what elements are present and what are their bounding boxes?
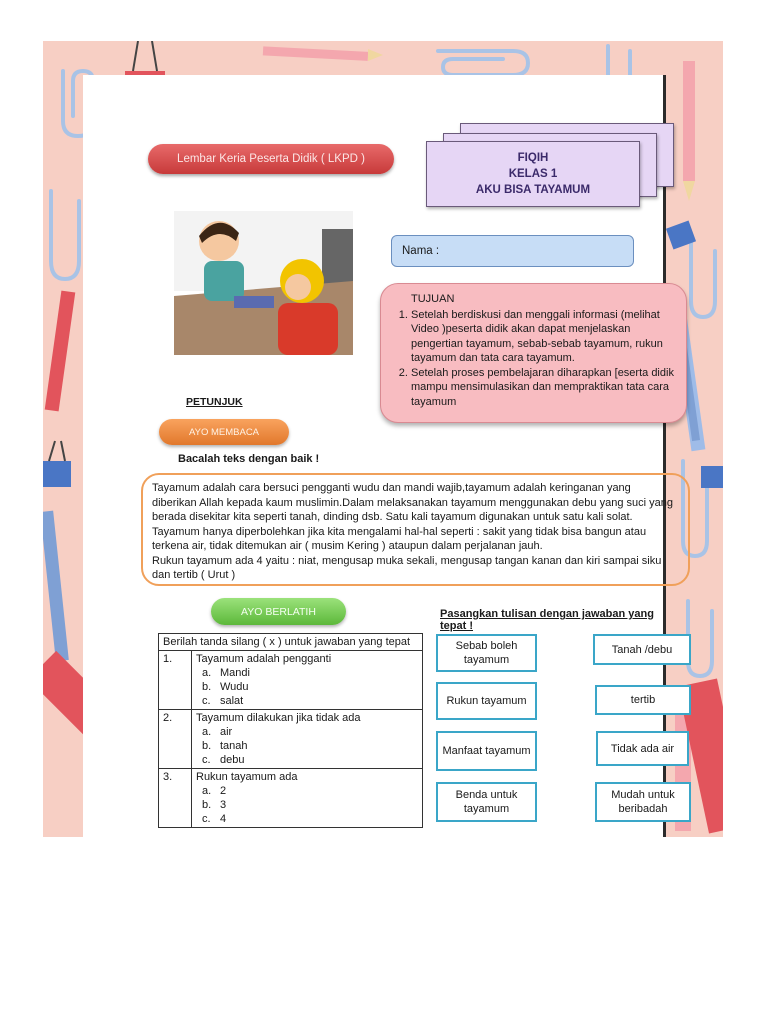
answer-option[interactable]: a. air <box>202 726 233 738</box>
binder-clip-icon <box>701 466 723 488</box>
reading-text-box <box>141 473 690 586</box>
answer-option[interactable]: a. 2 <box>202 785 227 797</box>
pencil-icon <box>683 61 695 201</box>
objective-item: 1. Setelah berdiskusi dan menggali informasi (melihat Video )peserta didik akan dapat menjelaskan pengertian tayamum, sebab-sebab tayamum, rukun tayamum dan tata cara tayamum. <box>411 308 676 366</box>
paperclip-icon <box>691 241 715 317</box>
answer-option[interactable]: a. Mandi <box>202 667 250 679</box>
reading-paragraph: Tayamum hanya diperbolehkan jika kita mengalami hal-hal seperti : sakit yang tidak bisa bangun atau terkena air, tidak ditemukan air ( musim Kering ) ataupun dalam perjalanan jauh. <box>152 525 647 552</box>
children-tayamum-illustration <box>174 211 353 355</box>
binder-clip-icon <box>43 441 71 487</box>
matching-title: Pasangkan tulisan dengan jawaban yang tepat ! <box>440 608 654 632</box>
pencil-icon <box>43 511 69 662</box>
read-prompt: Bacalah teks dengan baik ! <box>178 453 320 465</box>
answer-option[interactable]: b. tanah <box>202 740 248 752</box>
match-left-item[interactable]: Manfaat tayamum <box>436 731 537 771</box>
pencil-icon <box>45 291 76 412</box>
match-right-item[interactable]: Mudah untuk beribadah <box>595 782 691 822</box>
worksheet-paper <box>83 75 675 837</box>
paperclip-icon <box>688 601 712 676</box>
subject-title: FIQIH <box>517 152 549 164</box>
title-cards <box>423 115 673 240</box>
reading-paragraph: Rukun tayamum ada 4 yaitu : niat, mengusap muka sekali, mengusap tangan kanan dan kiri sampai siku dan tertib ( Urut ) <box>152 554 662 581</box>
name-label: Nama : <box>402 245 440 257</box>
question-text: Rukun tayamum ada <box>196 771 298 783</box>
reading-paragraph: Tayamum adalah cara bersuci pengganti wudu dan mandi wajib,tayamum adalah keringanan yang diberikan Allah kepada kaum muslimin.Dalam melaksanakan tayamum menggunakan debu yang suci yang berada disekitar kita seperti tanah, dinding dsb. Satu kali tayamum digunakan untuk satu kali solat. <box>152 482 673 523</box>
quiz-table <box>158 633 423 828</box>
worksheet-frame <box>43 41 723 837</box>
answer-option[interactable]: b. Wudu <box>202 681 249 693</box>
match-left-item[interactable]: Rukun tayamum <box>436 682 537 720</box>
pencil-icon <box>263 46 383 61</box>
quiz-question: 1. Tayamum adalah pengganti a. Mandi b. Wudu c. salat <box>159 651 423 710</box>
objectives-box <box>380 283 687 423</box>
ayo-membaca-button[interactable]: AYO MEMBACA <box>159 419 289 445</box>
answer-option[interactable]: c. 4 <box>202 813 227 825</box>
lesson-title: AKU BISA TAYAMUM <box>475 184 591 196</box>
answer-option[interactable]: c. debu <box>202 754 245 766</box>
match-right-item[interactable]: tertib <box>595 685 691 715</box>
objective-item: 2. Setelah proses pembelajaran diharapkan [eserta didik mampu mensimulasikan dan mempraktikan tata cara tayamum <box>411 366 676 410</box>
objectives-heading: TUJUAN <box>411 293 455 305</box>
match-left-item[interactable]: Sebab boleh tayamum <box>436 634 537 672</box>
quiz-question: 3. Rukun tayamum ada a. 2 b. 3 c. 4 <box>159 769 423 828</box>
quiz-question: 2. Tayamum dilakukan jika tidak ada a. air b. tanah c. debu <box>159 710 423 769</box>
lkpd-label: Lembar Keria Peserta Didik ( LKPD ) <box>148 144 394 174</box>
paperclip-icon <box>51 191 79 279</box>
question-text: Tayamum dilakukan jika tidak ada <box>196 712 361 724</box>
match-right-item[interactable]: Tanah /debu <box>593 634 691 665</box>
match-left-item[interactable]: Benda untuk tayamum <box>436 782 537 822</box>
name-field[interactable] <box>391 235 634 267</box>
paperclip-icon <box>438 51 528 75</box>
answer-option[interactable]: b. 3 <box>202 799 227 811</box>
instructions-heading: PETUNJUK <box>186 396 243 408</box>
question-text: Tayamum adalah pengganti <box>196 653 332 665</box>
title-card-front <box>426 141 640 207</box>
answer-option[interactable]: c. salat <box>202 695 244 707</box>
ayo-berlatih-button[interactable]: AYO BERLATIH <box>211 598 346 625</box>
match-right-item[interactable]: Tidak ada air <box>596 731 689 766</box>
class-title: KELAS 1 <box>508 168 558 180</box>
quiz-header: Berilah tanda silang ( x ) untuk jawaban yang tepat <box>159 634 423 651</box>
